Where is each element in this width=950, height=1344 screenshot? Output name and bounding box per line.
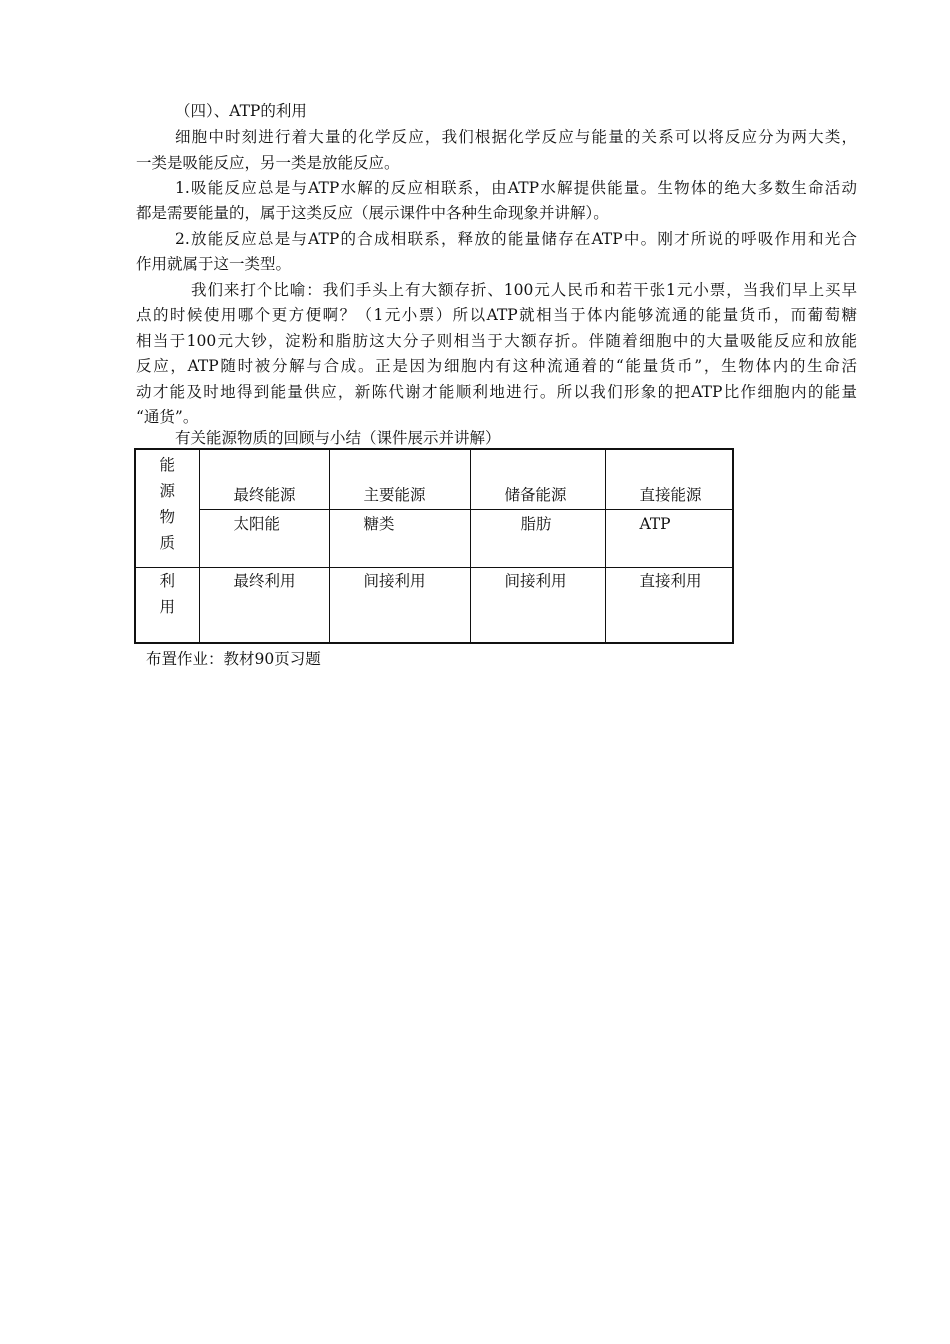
row-header-char: 能 — [159, 456, 175, 474]
substance-sugar: 糖类 — [363, 514, 395, 533]
table-cell-type — [199, 449, 329, 509]
energy-type-direct: 直接能源 — [639, 486, 702, 504]
row-header-char: 利 — [159, 571, 175, 590]
energy-type-main: 主要能源 — [363, 486, 426, 504]
table-cell-substance — [470, 509, 605, 567]
analogy-line-4: 反应，ATP随时被分解与合成。正是因为细胞内有这种流通着的“能量货币”，生物体内的生命活 — [136, 357, 857, 375]
analogy-line-3: 相当于100元大钞，淀粉和脂肪这大分子则相当于大额存折。伴随着细胞中的大量吸能反应和放能 — [136, 332, 857, 350]
table-cell-usage — [470, 567, 605, 643]
row-header-usage — [135, 567, 199, 643]
substance-sun: 太阳能 — [233, 514, 281, 533]
table-cell-usage — [329, 567, 470, 643]
section-title: （四）、ATP的利用 — [175, 102, 307, 120]
intro-paragraph-line-2: 一类是吸能反应，另一类是放能反应。 — [136, 154, 400, 172]
analogy-line-5: 动才能及时地得到能量供应，新陈代谢才能顺利地进行。所以我们形象的把ATP比作细胞内的能量 — [136, 383, 857, 401]
point-2-line-2: 作用就属于这一类型。 — [136, 255, 292, 273]
table-cell-type — [329, 449, 470, 509]
substance-atp: ATP — [639, 514, 671, 533]
analogy-line-1: 我们来打个比喻：我们手头上有大额存折、100元人民币和若干张1元小票，当我们早上买早 — [191, 281, 857, 299]
analogy-line-2: 点的时候使用哪个更方便啊？（1元小票）所以ATP就相当于体内能够流通的能量货币，而葡萄糖 — [136, 306, 857, 324]
usage-final: 最终利用 — [233, 571, 296, 590]
homework-assignment: 布置作业：教材90页习题 — [146, 650, 321, 668]
table-caption: 有关能源物质的回顾与小结（课件展示并讲解） — [175, 429, 501, 447]
usage-indirect: 间接利用 — [504, 571, 567, 590]
row-header-char: 物 — [159, 508, 175, 526]
table-cell-usage — [605, 567, 733, 643]
table-cell-substance — [329, 509, 470, 567]
table-cell-substance — [199, 509, 329, 567]
point-1-line-2: 都是需要能量的，属于这类反应（展示课件中各种生命现象并讲解）。 — [136, 204, 609, 222]
usage-indirect: 间接利用 — [363, 571, 426, 590]
analogy-line-6: “通货”。 — [136, 408, 199, 426]
table-cell-usage — [199, 567, 329, 643]
row-header-char: 质 — [159, 534, 175, 552]
energy-type-final: 最终能源 — [233, 486, 296, 504]
point-1-line-1: 1.吸能反应总是与ATP水解的反应相联系，由ATP水解提供能量。生物体的绝大多数生命活动 — [175, 179, 857, 197]
table-cell-type — [470, 449, 605, 509]
table-cell-type — [605, 449, 733, 509]
row-header-char: 用 — [159, 597, 175, 616]
point-2-line-1: 2.放能反应总是与ATP的合成相联系，释放的能量储存在ATP中。刚才所说的呼吸作用和光合 — [175, 230, 857, 248]
row-header-energy-substance — [135, 449, 199, 567]
intro-paragraph-line-1: 细胞中时刻进行着大量的化学反应，我们根据化学反应与能量的关系可以将反应分为两大类， — [175, 128, 857, 146]
usage-direct: 直接利用 — [639, 571, 702, 590]
energy-substances-table — [134, 448, 734, 644]
table-cell-substance — [605, 509, 733, 567]
substance-fat: 脂肪 — [520, 514, 552, 533]
row-header-char: 源 — [159, 482, 175, 500]
energy-type-reserve: 储备能源 — [504, 486, 567, 504]
